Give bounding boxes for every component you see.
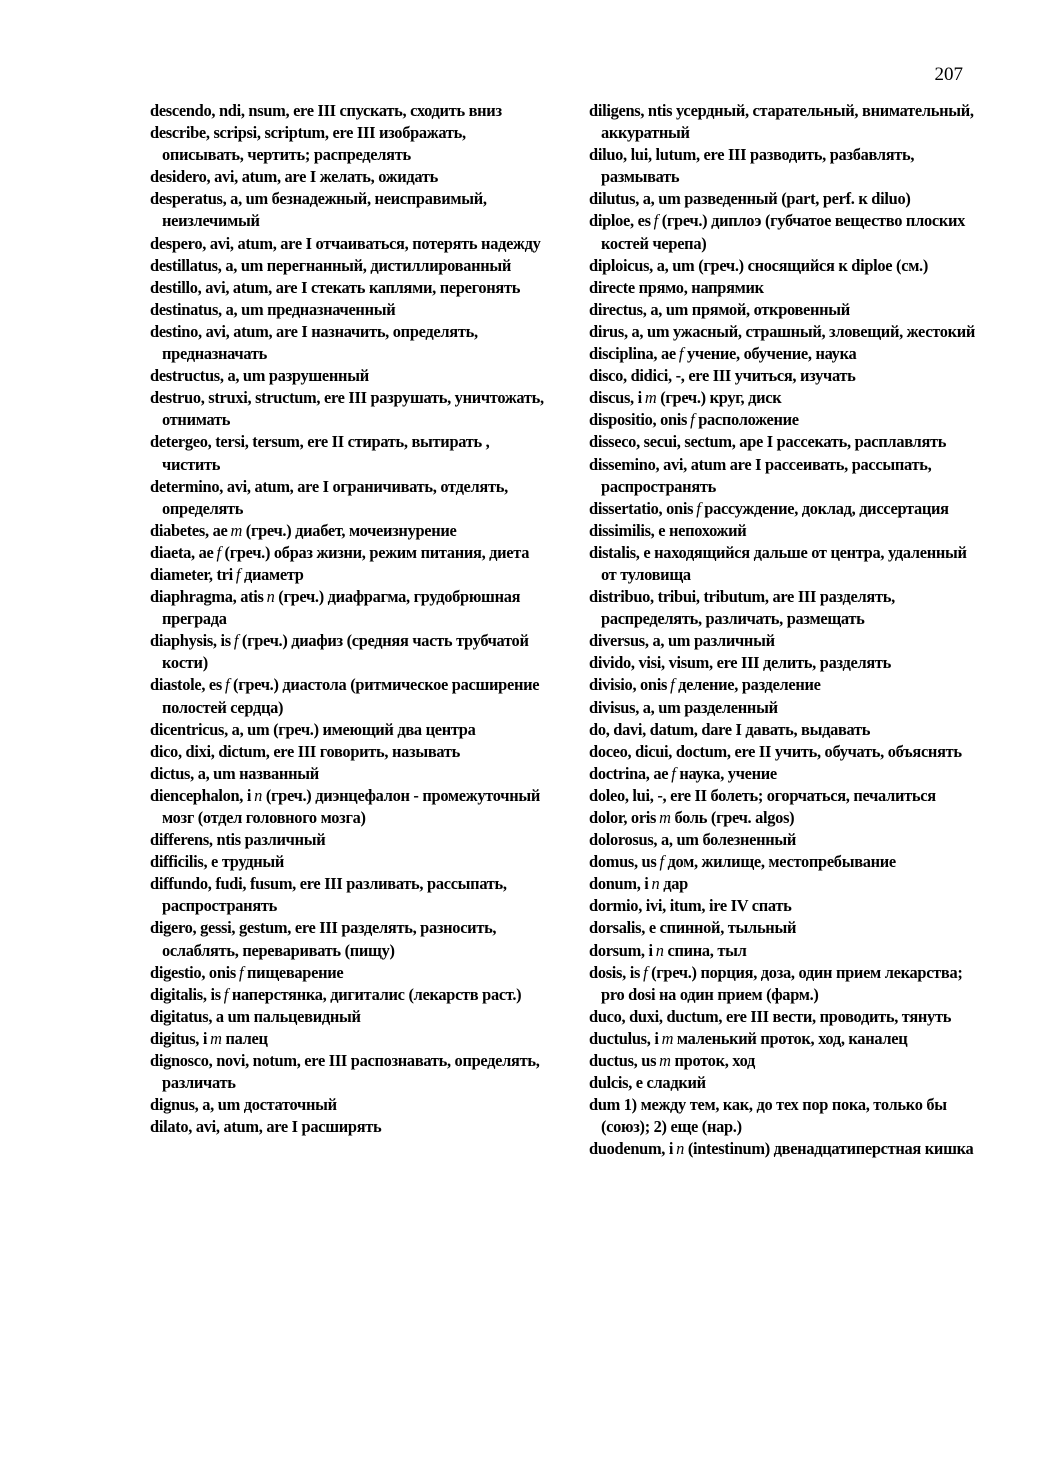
dictionary-entry: directe прямо, напрямик (589, 277, 764, 297)
dictionary-entry: dicentricus, a, um (греч.) имеющий два центра (150, 719, 476, 739)
dictionary-entry (589, 940, 979, 962)
dictionary-entry: divisus, a, um разделенный (589, 697, 778, 717)
entry-headword: dolor, oris (589, 808, 657, 827)
entry-definition: проток, ход (670, 1051, 755, 1071)
entry-headword: dosis, is (589, 962, 641, 982)
entry-definition: (греч.) круг, диск (656, 388, 782, 408)
dictionary-entry: descendo, ndi, nsum, ere III спускать, сходить вниз (150, 101, 502, 120)
dictionary-entry (589, 674, 979, 696)
entry-definition: рассуждение, доклад, диссертация (700, 498, 949, 518)
dictionary-entry: diffundo, fudi, fusum, ere III разливать, рассыпать, распространять (150, 874, 507, 916)
dictionary-entry: dolorosus, a, um болезненный (589, 830, 797, 850)
entry-headword: donum, i (589, 874, 649, 894)
entry-gender: n (655, 940, 664, 960)
entry-gender: f (224, 675, 230, 695)
entry-headword: dissertatio, onis (589, 498, 694, 518)
dictionary-entry: differens, ntis различный (150, 830, 326, 850)
dictionary-entry (150, 1028, 550, 1050)
entry-headword: doctrina, ae (589, 763, 669, 783)
dictionary-entry: disseco, secui, sectum, ape I рассекать, расплавлять (589, 432, 947, 452)
left-column (150, 100, 550, 1138)
entry-gender: n (676, 1139, 685, 1159)
right-column (589, 100, 979, 1161)
dictionary-entry: dignus, a, um достаточный (150, 1095, 337, 1115)
entry-definition: (греч.) диабет, мочеизнурение (241, 520, 457, 540)
entry-headword: digitus, i (150, 1028, 208, 1048)
dictionary-entry: do, davi, datum, dare I давать, выдавать (589, 719, 871, 739)
entry-gender: f (223, 984, 229, 1004)
dictionary-entry: dictus, a, um названный (150, 763, 319, 783)
entry-gender: f (696, 498, 701, 518)
dictionary-entry (589, 1138, 979, 1160)
entry-gender: f (235, 564, 241, 584)
entry-definition: (греч.) диафрагма, грудобрюшная преграда (162, 587, 521, 629)
dictionary-entry: diploicus, a, um (греч.) сносящийся к diploe (см.) (589, 255, 929, 275)
entry-definition: наперстянка, дигиталис (лекарств раст.) (228, 984, 522, 1004)
dictionary-entry: dirus, a, um ужасный, страшный, зловещий, жестокий (589, 321, 976, 341)
entry-definition: учение, обучение, наука (683, 344, 857, 364)
entry-definition: пищеварение (243, 962, 344, 982)
entry-gender: f (653, 211, 658, 231)
entry-headword: digitalis, is (150, 984, 221, 1004)
entry-headword: disciplina, ae (589, 344, 676, 364)
dictionary-entry (589, 498, 979, 520)
dictionary-entry: doceo, dicui, doctum, ere II учить, обучать, объяснять (589, 741, 962, 761)
entry-headword: dispositio, onis (589, 410, 688, 430)
dictionary-entry: describe, scripsi, scriptum, ere III изображать, описывать, чертить; распределять (150, 123, 466, 165)
dictionary-entry (150, 630, 550, 674)
dictionary-entry: dorsalis, e спинной, тыльный (589, 918, 797, 938)
dictionary-entry (150, 586, 550, 630)
entry-headword: dorsum, i (589, 940, 653, 960)
dictionary-entry: difficilis, e трудный (150, 852, 285, 872)
dictionary-entry: digero, gessi, gestum, ere III разделять, разносить, ослаблять, переваривать (пищу) (150, 918, 497, 960)
entry-gender: f (233, 631, 239, 651)
entry-headword: diabetes, ae (150, 520, 228, 540)
dictionary-entry: dico, dixi, dictum, ere III говорить, называть (150, 741, 460, 761)
dictionary-entry: dissemino, avi, atum are I рассеивать, рассыпать, распространять (589, 454, 932, 496)
dictionary-entry: dormio, ivi, itum, ire IV спать (589, 896, 792, 916)
entry-gender: f (678, 344, 684, 364)
entry-gender: m (230, 520, 242, 540)
dictionary-entry (589, 873, 979, 895)
entry-definition: дом, жилище, местопребывание (663, 852, 896, 872)
entry-definition: диаметр (240, 564, 304, 584)
entry-gender: f (216, 542, 221, 562)
dictionary-entry: despero, avi, atum, are I отчаиваться, потерять надежду (150, 233, 541, 253)
dictionary-entry (150, 785, 550, 829)
page-number: 207 (934, 64, 963, 85)
entry-definition: боль (греч. algos) (670, 808, 795, 827)
entry-headword: divisio, onis (589, 675, 668, 695)
entry-definition: (греч.) диэнцефалон - промежуточный мозг (отдел головного мозга) (162, 785, 540, 827)
dictionary-entry: dulcis, e сладкий (589, 1073, 706, 1093)
dictionary-entry (589, 1050, 979, 1072)
entry-definition: палец (221, 1028, 268, 1048)
dictionary-entry: distalis, e находящийся дальше от центра, удаленный от туловища (589, 542, 967, 584)
dictionary-entry: digitatus, a um пальцевидный (150, 1006, 361, 1026)
dictionary-entry (589, 763, 979, 785)
dictionary-entry: destillatus, a, um перегнанный, дистиллированный (150, 255, 512, 275)
entry-gender: m (210, 1028, 222, 1048)
entry-headword: diaeta, ae (150, 542, 214, 562)
dictionary-entry: destructus, a, um разрушенный (150, 366, 369, 386)
entry-headword: diastole, es (150, 675, 222, 695)
dictionary-entry (589, 962, 979, 1006)
entry-definition: спина, тыл (663, 940, 747, 960)
dictionary-entry: determino, avi, atum, are I ограничивать, отделять, определять (150, 476, 508, 518)
dictionary-entry (150, 542, 550, 564)
entry-headword: diameter, tri (150, 564, 233, 584)
dictionary-entry: detergeo, tersi, tersum, ere II стирать, вытирать , чистить (150, 432, 490, 474)
dictionary-entry: desperatus, a, um безнадежный, неисправимый, неизлечимый (150, 189, 487, 231)
entry-headword: domus, us (589, 852, 657, 872)
dictionary-entry (589, 409, 979, 431)
entry-definition: (греч.) диастола (ритмическое расширение полостей сердца) (162, 675, 540, 717)
dictionary-entry (150, 984, 550, 1006)
entry-definition: (intestinum) двенадцатиперстная кишка (684, 1139, 974, 1159)
entry-definition: маленький проток, ход, каналец (673, 1028, 908, 1048)
entry-gender: m (659, 808, 671, 827)
dictionary-entry (589, 807, 979, 829)
entry-definition: дар (659, 874, 688, 894)
dictionary-entry: desidero, avi, atum, are I желать, ожидать (150, 167, 438, 187)
entry-headword: diaphragma, atis (150, 587, 264, 607)
dictionary-entry: dilutus, a, um разведенный (part, perf. к diluo) (589, 189, 911, 209)
entry-headword: ductulus, i (589, 1028, 659, 1048)
dictionary-entry: diluo, lui, lutum, ere III разводить, разбавлять, размывать (589, 145, 915, 187)
entry-gender: f (690, 410, 695, 430)
entry-gender: m (644, 388, 657, 408)
dictionary-entry (589, 210, 979, 254)
dictionary-entry: doleo, lui, -, ere II болеть; огорчаться, печалиться (589, 785, 936, 805)
entry-gender: f (238, 962, 244, 982)
dictionary-entry: directus, a, um прямой, откровенный (589, 299, 850, 319)
dictionary-entry: dignosco, novi, notum, ere III распознавать, определять, различать (150, 1051, 540, 1093)
entry-definition: деление, разделение (674, 675, 821, 695)
entry-gender: n (651, 874, 660, 894)
dictionary-entry (589, 1028, 979, 1050)
dictionary-entry: dissimilis, e непохожий (589, 520, 747, 540)
dictionary-entry (589, 851, 979, 873)
entry-headword: diaphysis, is (150, 631, 231, 651)
dictionary-entry (589, 343, 979, 365)
entry-gender: n (254, 785, 263, 805)
entry-headword: duodenum, i (589, 1139, 674, 1159)
dictionary-entry: divido, visi, visum, ere III делить, разделять (589, 653, 892, 673)
dictionary-entry: dilato, avi, atum, are I расширять (150, 1117, 382, 1137)
entry-definition: (греч.) порция, доза, один прием лекарства; pro dosi на один прием (фарм.) (601, 962, 963, 1004)
entry-headword: diploe, es (589, 211, 651, 231)
dictionary-entry (150, 962, 550, 984)
entry-definition: (греч.) образ жизни, режим питания, диета (220, 542, 530, 562)
dictionary-entry (589, 387, 979, 409)
dictionary-entry: destinatus, a, um предназначенный (150, 299, 396, 319)
dictionary-entry: destillo, avi, atum, are I стекать каплями, перегонять (150, 277, 521, 297)
entry-definition: (греч.) диплоэ (губчатое вещество плоских костей черепа) (601, 211, 966, 253)
entry-headword: diencephalon, i (150, 785, 252, 805)
dictionary-entry (150, 564, 550, 586)
entry-gender: f (671, 763, 676, 783)
dictionary-entry: diversus, a, um различный (589, 631, 775, 651)
entry-headword: digestio, onis (150, 962, 236, 982)
entry-definition: наука, учение (675, 763, 777, 783)
entry-gender: f (643, 962, 648, 982)
entry-gender: f (670, 675, 675, 695)
dictionary-entry: disco, didici, -, ere III учиться, изучать (589, 366, 856, 386)
dictionary-entry (150, 520, 550, 542)
dictionary-entry: destruo, struxi, structum, ere III разрушать, уничтожать, отнимать (150, 388, 544, 430)
entry-definition: расположение (694, 410, 799, 430)
entry-headword: discus, i (589, 388, 642, 408)
entry-headword: ductus, us (589, 1051, 657, 1071)
entry-definition: (греч.) диафиз (средняя часть трубчатой кости) (162, 631, 529, 673)
dictionary-entry (150, 674, 550, 718)
entry-gender: f (659, 852, 664, 872)
dictionary-entry: diligens, ntis усердный, старательный, внимательный, аккуратный (589, 101, 974, 143)
dictionary-entry: dum 1) между тем, как, до тех пор пока, только бы (союз); 2) еще (нар.) (589, 1095, 947, 1137)
dictionary-entry: duco, duxi, ductum, ere III вести, проводить, тянуть (589, 1006, 952, 1026)
dictionary-entry: destino, avi, atum, are I назначить, определять, предназначать (150, 321, 478, 364)
entry-gender: m (661, 1028, 674, 1048)
entry-gender: n (266, 587, 275, 607)
entry-gender: m (659, 1051, 671, 1071)
dictionary-entry: distribuo, tribui, tributum, are III разделять, распределять, различать, размещать (589, 587, 895, 629)
